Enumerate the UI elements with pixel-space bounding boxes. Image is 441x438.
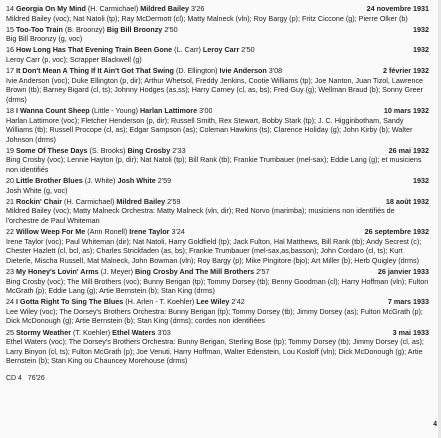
track-date: 24 novembre 1931: [366, 4, 429, 13]
track-header: [6, 146, 429, 156]
track-duration: 3'24: [171, 227, 185, 237]
track-entry: [6, 197, 429, 226]
track-date: 7 mars 1933: [387, 297, 429, 307]
track-number: 25: [6, 327, 14, 337]
track-date: 10 mars 1932: [383, 105, 429, 115]
track-personnel: Leroy Carr (p, voc); Scrapper Blackwell (g): [6, 54, 142, 64]
track-date: 1932: [413, 45, 429, 55]
track-entry: [6, 176, 429, 195]
track-personnel: Irene Taylor (voc); Paul Whiteman (dir); Nat Natoli, Harry Goldfield (tp); Jack Fulton, Hal Matthews, Bill Rank (tb); Andy Secrest (c); Chester Hazlett (cl, bcl, as); Charles Strickfaden (as, bs); Frankie Trumbauer (mel-sax,as,basson); John Cordaro (cl, ts); Kurt Dieterle, Mischa Russell, Mat Malneck, John Bowman (vln); Roy Bargy (p); Mike Pingitore (bjo); Art Miller (b); Herb Quigley (drms): [6, 236, 422, 265]
track-personnel: Ethel Waters (voc); The Dorsey's Brothers Orchestra: Bunny Berigan, Sterling Bose (tp); Tommy Dorsey (tb); Jimmy Dorsey (cl, as); Larry Binyon (cl, ts); Fulton McGrath (p); Joe Venuti, Harry Hoffman, Walter Edenstein, Lou Kosloff (vln); Dick McDonough (g); Artie Bernstein (b); Stan King ou Chauncey Morehouse (drms): [6, 337, 424, 366]
track-title: It Don't Mean A Thing If It Ain't Got That Swing: [16, 66, 174, 76]
track-title: I Gotta Right To Sing The Blues: [16, 297, 124, 307]
track-personnel: Ivie Anderson (voc); Duke Ellington (p, dir); Arthur Whetsol, Freddy Jenkins, Cootie Williams (tp); Joe Nanton, Juan Tizol, Lawrence Brown (tb); Barney Bigard (cl, ts); Johnny Hodges (as,ss); Harry Carney (cl, as, bs); Fred Guy (g); Wellman Braud (b); Sonny Greer (drms): [6, 75, 424, 104]
track-number: 21: [6, 196, 14, 206]
track-title: Willow Weep For Me: [16, 227, 86, 237]
track-entry: [6, 25, 429, 44]
track-heading: [6, 4, 204, 14]
track-personnel: Bing Crosby (voc); The Mill Brothers (voc); Bunny Berigan (tp); Tommy Dorsey (tb); Benny Goodman (cl); Harry Hoffman (vln); Fulton McGrath (p); Eddie Lang (g); Artie Bernstein (b); Stan King (drms): [6, 276, 429, 296]
track-artist: Harlan Lattimore: [139, 105, 198, 115]
cd-footer: [6, 374, 429, 384]
page-number: 4: [433, 421, 437, 429]
track-title: Little Brother Blues: [16, 176, 83, 186]
track-entry: [6, 267, 429, 296]
track-title: I Wanna Count Sheep: [16, 105, 90, 115]
track-title: Some Of These Days: [16, 145, 88, 155]
track-heading: [6, 66, 282, 76]
track-entry: [6, 146, 429, 175]
track-date: 26 janvier 1933: [377, 266, 429, 276]
track-header: [6, 267, 429, 277]
cd-total-time: 76'26: [27, 374, 45, 382]
track-header: [6, 176, 429, 186]
track-artist: Bing Crosby And The Mill Brothers: [134, 266, 255, 276]
track-personnel: Harlan Lattimore (voc); Fletcher Henderson (p, dir); Russell Smith, Rex Stewart, Bobby Stark (tp); J. C. Higginbotham, Sandy Williams (tb); Russell Procope (cl, as); Edgar Sampson (as); Coleman Hawkins (ts); Clarence Holiday (g); John Kirby (b); Walter Johnson (drms): [6, 115, 413, 144]
track-composer: (H. Carmichael): [64, 196, 115, 206]
track-heading: [6, 176, 171, 186]
track-heading: [6, 197, 180, 207]
track-artist: Irene Taylor: [129, 227, 170, 237]
track-composer: (Ann Ronell): [87, 227, 128, 237]
track-personnel: Mildred Bailey (voc); Nat Natoli (tp); Ray McDermott (cl); Matty Malneck (vln); Roy Bargy (p); Fritz Ciccone (g); Pierre Olker (b): [6, 13, 408, 23]
track-number: 22: [6, 227, 14, 237]
track-date: 2 février 1932: [383, 66, 429, 76]
track-number: 17: [6, 66, 14, 76]
track-list: [6, 4, 429, 366]
track-entry: [6, 227, 429, 265]
track-header: [6, 66, 429, 76]
track-personnel: Mildred Bailey (voc); Matty Malneck Orchestra: Matty Malneck (vln, dir); Red Norvo (marimba); musiciens non identifiés de l'orchestre de Paul Whiteman: [6, 206, 395, 225]
track-duration: 2'33: [172, 145, 186, 155]
track-composer: (H. Carmichael): [87, 4, 139, 13]
track-composer: (S. Brooks): [89, 145, 126, 155]
track-heading: [6, 45, 255, 55]
track-header: [6, 227, 429, 237]
track-header: [6, 45, 429, 55]
track-title: Rockin' Chair: [16, 196, 63, 206]
track-artist: Mildred Bailey: [140, 4, 189, 13]
track-date: 3 mai 1933: [392, 327, 429, 337]
track-number: 20: [6, 176, 14, 186]
track-heading: [6, 328, 171, 338]
track-composer: (B. Broonzy): [64, 24, 105, 34]
track-header: [6, 297, 429, 307]
track-header: [6, 25, 429, 35]
track-personnel: Bing Crosby (voc); Lennie Hayton (p, dir); Nat Natoli (tp); Bill Rank (tb); Frankie Trumbauer (mel-sax); Eddie Lang (g); et musiciens non identifiés: [6, 155, 422, 174]
track-duration: 2'57: [256, 266, 270, 276]
track-number: 14: [6, 4, 14, 13]
track-entry: [6, 106, 429, 144]
track-heading: [6, 25, 178, 35]
track-title: Georgia On My Mind: [16, 4, 86, 13]
track-entry: [6, 66, 429, 104]
track-personnel: Lee Wiley (voc); The Dorsey's Brothers Orchestra: Bunny Berigan (tp); Tommy Dorsey (tb); Jimmy Dorsey (as); Fulton McGrath (p); Dick McDonough (g); Artie Bernstein (b); Stan King (drms); cordes non identifiées: [6, 306, 423, 326]
track-title: Too-Too Train: [16, 24, 63, 34]
track-entry: [6, 297, 429, 326]
track-duration: 2'59: [167, 196, 181, 206]
track-duration: 2'50: [164, 24, 178, 34]
track-duration: 3'26: [190, 4, 205, 13]
track-composer: (J. Meyer): [100, 266, 133, 276]
track-number: 16: [6, 45, 14, 55]
track-duration: 2'50: [241, 45, 255, 55]
track-heading: [6, 146, 186, 156]
track-number: 18: [6, 105, 14, 115]
track-artist: Ethel Waters: [112, 327, 156, 337]
track-header: [6, 4, 429, 14]
track-artist: Bing Crosby: [127, 145, 171, 155]
track-duration: 2'59: [157, 176, 172, 186]
track-date: 26 mai 1932: [388, 145, 429, 155]
track-entry: [6, 4, 429, 23]
track-title: Stormy Weather: [16, 327, 71, 337]
track-date: 1932: [413, 176, 429, 186]
track-date: 18 août 1932: [385, 196, 429, 206]
track-composer: (T. Koehler): [73, 327, 111, 337]
track-heading: [6, 227, 185, 237]
track-entry: [6, 328, 429, 366]
track-header: [6, 197, 429, 207]
track-entry: [6, 45, 429, 64]
track-heading: [6, 297, 245, 307]
track-duration: 3'08: [268, 66, 283, 76]
track-header: [6, 106, 429, 116]
track-composer: (J. White): [84, 176, 116, 186]
track-header: [6, 328, 429, 338]
track-title: How Long Has That Evening Train Been Gone: [16, 45, 173, 55]
track-duration: 3'03: [157, 327, 171, 337]
track-heading: [6, 106, 212, 116]
track-date: 26 septembre 1932: [364, 227, 429, 237]
track-number: 23: [6, 266, 14, 276]
track-artist: Big Bill Broonzy: [106, 24, 163, 34]
track-number: 24: [6, 297, 14, 307]
track-composer: (L. Carr): [174, 45, 201, 55]
track-duration: 2'42: [231, 297, 245, 307]
track-artist: Leroy Carr: [202, 45, 240, 55]
track-heading: [6, 267, 270, 277]
track-title: My Honey's Lovin' Arms: [16, 266, 99, 276]
track-number: 15: [6, 24, 14, 34]
track-duration: 3'00: [199, 105, 213, 115]
track-artist: Ivie Anderson: [219, 66, 267, 76]
track-composer: (D. Ellington): [175, 66, 218, 76]
track-date: 1932: [413, 24, 429, 34]
track-artist: Josh White: [117, 176, 156, 186]
track-artist: Lee Wiley: [196, 297, 230, 307]
track-artist: Mildred Bailey: [116, 196, 166, 206]
track-composer: (Little - Young): [91, 105, 138, 115]
track-personnel: Big Bill Broonzy (g, voc): [6, 34, 83, 44]
cd-label: CD 4: [6, 374, 22, 382]
track-composer: (H. Arlen - T. Koehler): [125, 297, 195, 307]
track-number: 19: [6, 145, 14, 155]
track-personnel: Josh White (g, voc): [6, 185, 68, 195]
